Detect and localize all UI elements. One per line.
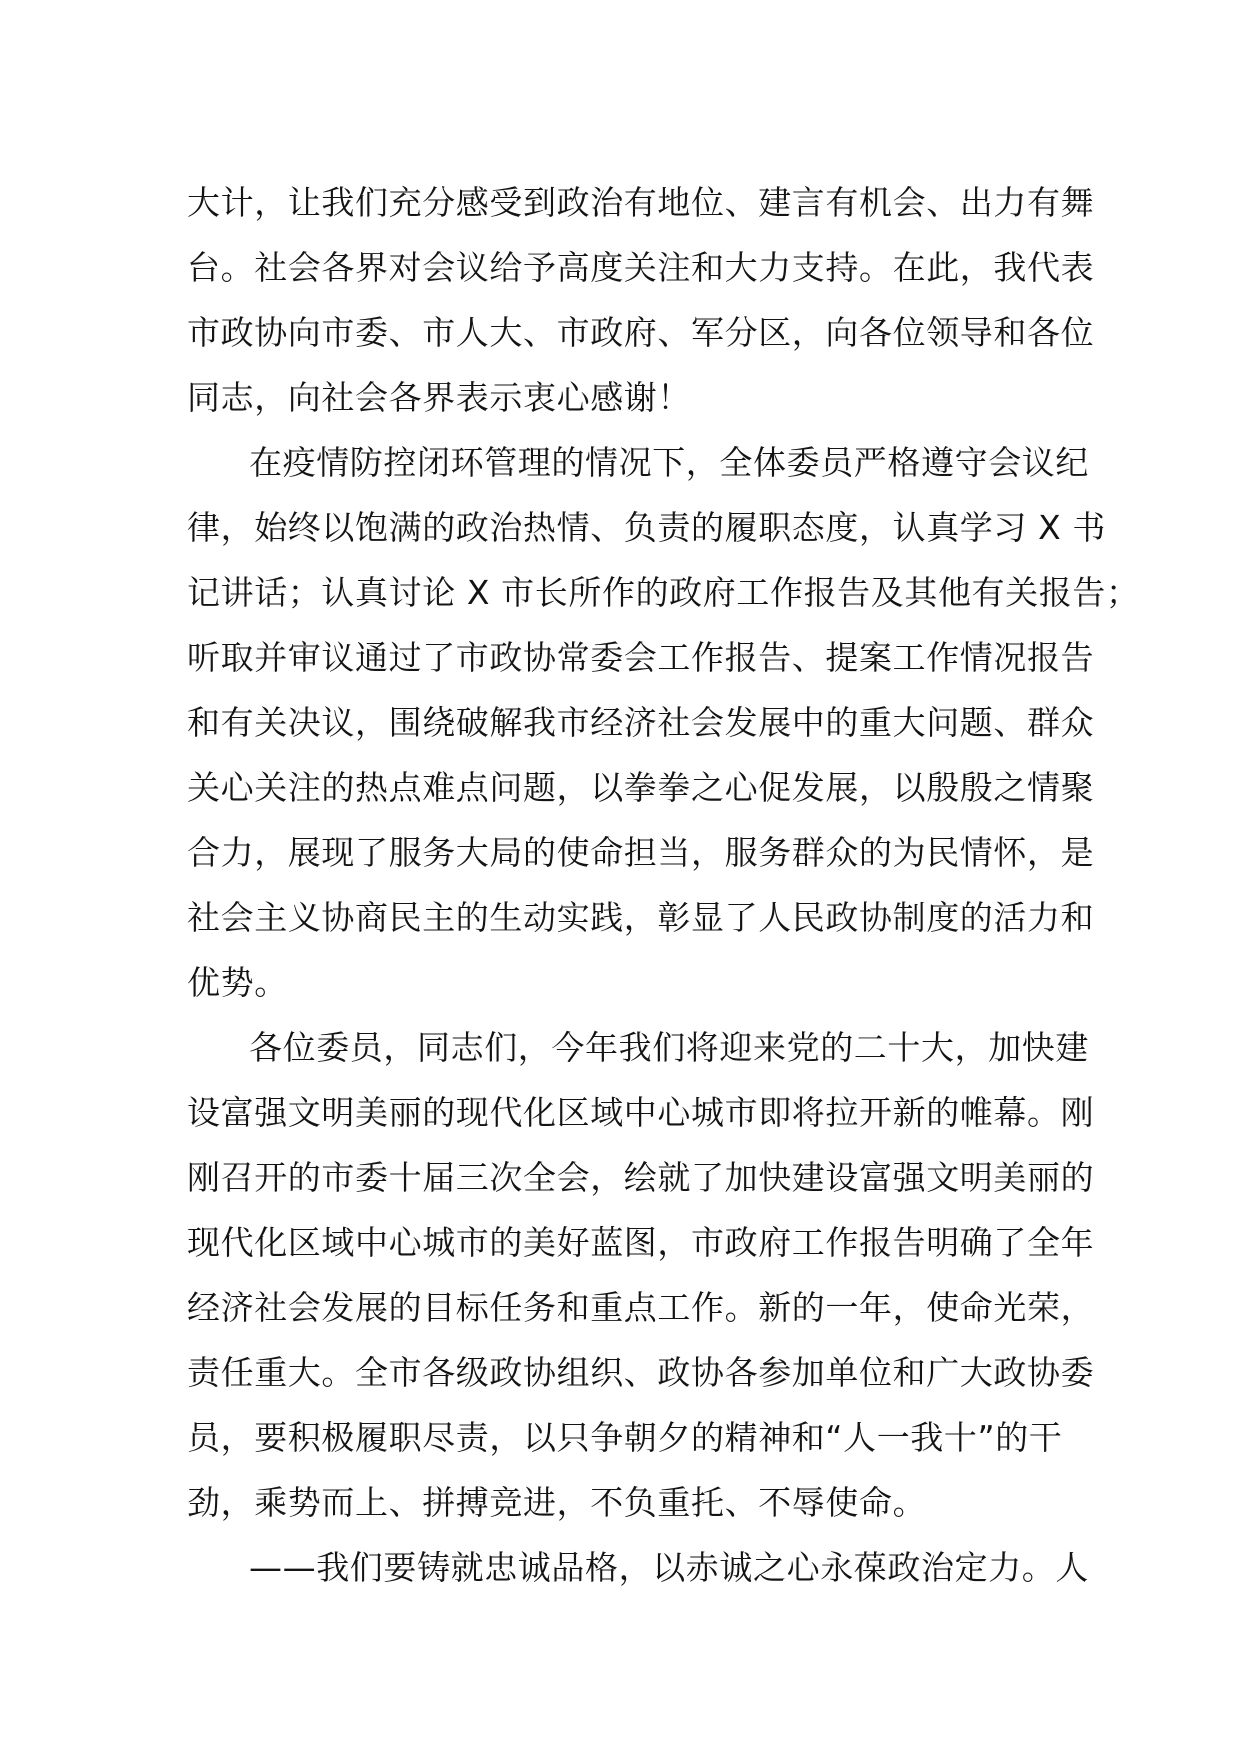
text-line: 员，要积极履职尽责，以只争朝夕的精神和“人一我十”的干 [187,1418,1063,1457]
text-line: 现代化区域中心城市的美好蓝图，市政府工作报告明确了全年 [187,1223,1095,1262]
text-line: 市政协向市委、市人大、市政府、军分区，向各位领导和各位 [187,313,1095,352]
text-line: 责任重大。全市各级政协组织、政协各参加单位和广大政协委 [187,1353,1095,1392]
text-line: 社会主义协商民主的生动实践，彰显了人民政协制度的活力和 [187,898,1095,937]
text-line: 大计，让我们充分感受到政治有地位、建言有机会、出力有舞 [187,183,1095,222]
text-line: 经济社会发展的目标任务和重点工作。新的一年，使命光荣， [187,1288,1095,1327]
text-line: 劲，乘势而上、拼搏竞进，不负重托、不辱使命。 [187,1483,927,1522]
body-text [187,170,1140,1600]
paragraph-start-line: 各位委员，同志们，今年我们将迎来党的二十大，加快建 [249,1028,1089,1067]
text-line: 优势。 [187,963,288,1002]
text-line: 同志，向社会各界表示衷心感谢！ [187,378,691,417]
text-line: 设富强文明美丽的现代化区域中心城市即将拉开新的帷幕。刚 [187,1093,1095,1132]
text-line: 记讲话；认真讨论 X 市长所作的政府工作报告及其他有关报告； [187,573,1140,612]
text-line: 律，始终以饱满的政治热情、负责的履职态度，认真学习 X 书 [187,508,1106,547]
text-line: 合力，展现了服务大局的使命担当，服务群众的为民情怀，是 [187,833,1095,872]
text-line: 听取并审议通过了市政协常委会工作报告、提案工作情况报告 [187,638,1095,677]
paragraph-start-line: ——我们要铸就忠诚品格，以赤诚之心永葆政治定力。人 [249,1548,1089,1587]
text-line: 刚召开的市委十届三次全会，绘就了加快建设富强文明美丽的 [187,1158,1095,1197]
paragraph-start-line: 在疫情防控闭环管理的情况下，全体委员严格遵守会议纪 [249,443,1089,482]
text-line: 和有关决议，围绕破解我市经济社会发展中的重大问题、群众 [187,703,1095,742]
text-line: 关心关注的热点难点问题，以拳拳之心促发展，以殷殷之情聚 [187,768,1095,807]
text-line: 台。社会各界对会议给予高度关注和大力支持。在此，我代表 [187,248,1095,287]
